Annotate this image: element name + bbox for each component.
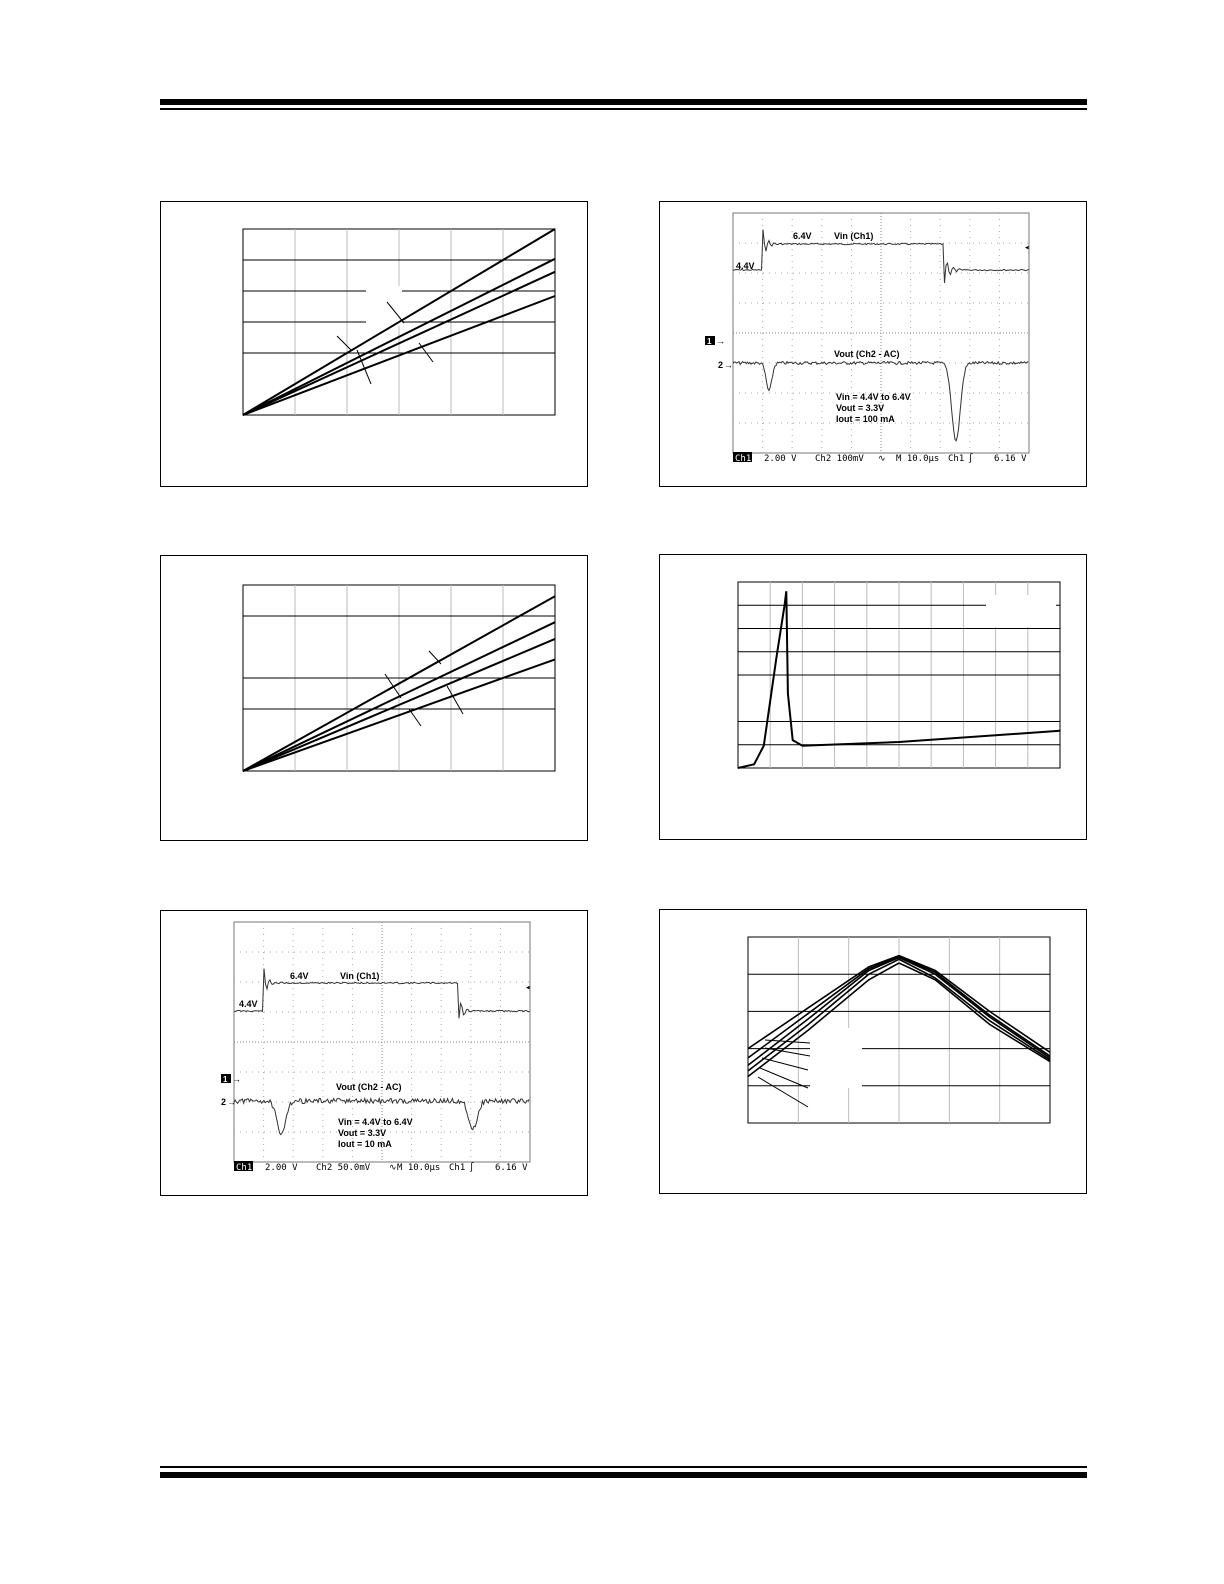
trigger-level-icon: ◂ — [1024, 243, 1030, 253]
figure-box-middle-left — [160, 555, 588, 841]
chart-middle-left — [161, 556, 589, 842]
status-ch1: Ch1 — [236, 1163, 253, 1173]
chart-middle-right — [660, 555, 1088, 841]
ch2-arrow-icon: → — [724, 360, 733, 370]
vin-channel-label: Vin (Ch1) — [834, 231, 874, 241]
status-ch1-scale: 2.00 V — [265, 1163, 298, 1173]
ch2-marker: 2 — [718, 360, 724, 370]
ch2-marker: 2 — [221, 1097, 227, 1107]
status-ch1: Ch1 — [735, 454, 752, 464]
ch1-marker: 1 — [707, 337, 712, 346]
scope-bottom-left — [161, 911, 589, 1197]
trigger-level-icon: ◂ — [525, 983, 531, 993]
leader-line — [409, 709, 421, 726]
vin-low-label: 4.4V — [736, 261, 755, 271]
figure-box-top-left — [160, 201, 588, 487]
status-level: 6.16 V — [994, 454, 1027, 464]
ch2-arrow-icon: → — [227, 1097, 236, 1107]
condition-vout: Vout = 3.3V — [338, 1128, 387, 1138]
vin-channel-label: Vin (Ch1) — [340, 971, 380, 981]
ch1-arrow-icon: → — [716, 336, 725, 346]
status-trigger: Ch1 — [449, 1163, 466, 1173]
rising-edge-icon: ∫ — [968, 454, 974, 464]
leader-line — [429, 651, 441, 664]
scope-top-right — [660, 202, 1088, 488]
chart-top-left — [161, 202, 589, 488]
leader-line — [762, 1058, 808, 1070]
condition-vout: Vout = 3.3V — [836, 403, 885, 413]
condition-vin: Vin = 4.4V to 6.4V — [836, 392, 911, 402]
footer-rule-thick — [160, 1472, 1087, 1478]
rising-edge-icon: ∫ — [469, 1163, 475, 1173]
status-ch2: Ch2 100mV — [815, 454, 864, 464]
chart-bottom-right — [660, 910, 1088, 1195]
header-rule-thick — [160, 99, 1087, 105]
leader-line — [758, 1077, 808, 1107]
vout-channel-label: Vout (Ch2 - AC) — [834, 349, 900, 359]
status-trigger: Ch1 — [948, 454, 965, 464]
label-mask — [366, 286, 402, 326]
header-rule-thin — [160, 108, 1087, 110]
leader-line — [337, 336, 351, 350]
ac-coupling-icon: ∿ — [389, 1163, 397, 1173]
vin-low-label: 4.4V — [239, 999, 258, 1009]
figure-box-bottom-left — [160, 910, 588, 1196]
ch1-marker: 1 — [223, 1075, 228, 1084]
ac-coupling-icon: ∿ — [878, 454, 886, 464]
vout-channel-label: Vout (Ch2 - AC) — [336, 1082, 402, 1092]
status-ch2: Ch2 50.0mV — [316, 1163, 371, 1173]
figure-box-middle-right — [659, 554, 1087, 840]
label-mask — [810, 1028, 862, 1088]
figure-box-top-right — [659, 201, 1087, 487]
condition-iout: Iout = 100 mA — [836, 414, 895, 424]
status-ch1-scale: 2.00 V — [764, 454, 797, 464]
condition-iout: Iout = 10 mA — [338, 1139, 392, 1149]
status-time: M 10.0µs — [896, 454, 940, 464]
ch1-arrow-icon: → — [232, 1074, 241, 1084]
condition-vin: Vin = 4.4V to 6.4V — [338, 1117, 413, 1127]
leader-line — [760, 1068, 808, 1088]
footer-rule-thin — [160, 1466, 1087, 1468]
vin-high-label: 6.4V — [793, 231, 812, 241]
status-time: M 10.0µs — [397, 1163, 441, 1173]
figure-box-bottom-right — [659, 909, 1087, 1194]
label-mask — [986, 595, 1056, 627]
vin-high-label: 6.4V — [290, 971, 309, 981]
status-level: 6.16 V — [495, 1163, 528, 1173]
leader-line — [447, 686, 463, 714]
